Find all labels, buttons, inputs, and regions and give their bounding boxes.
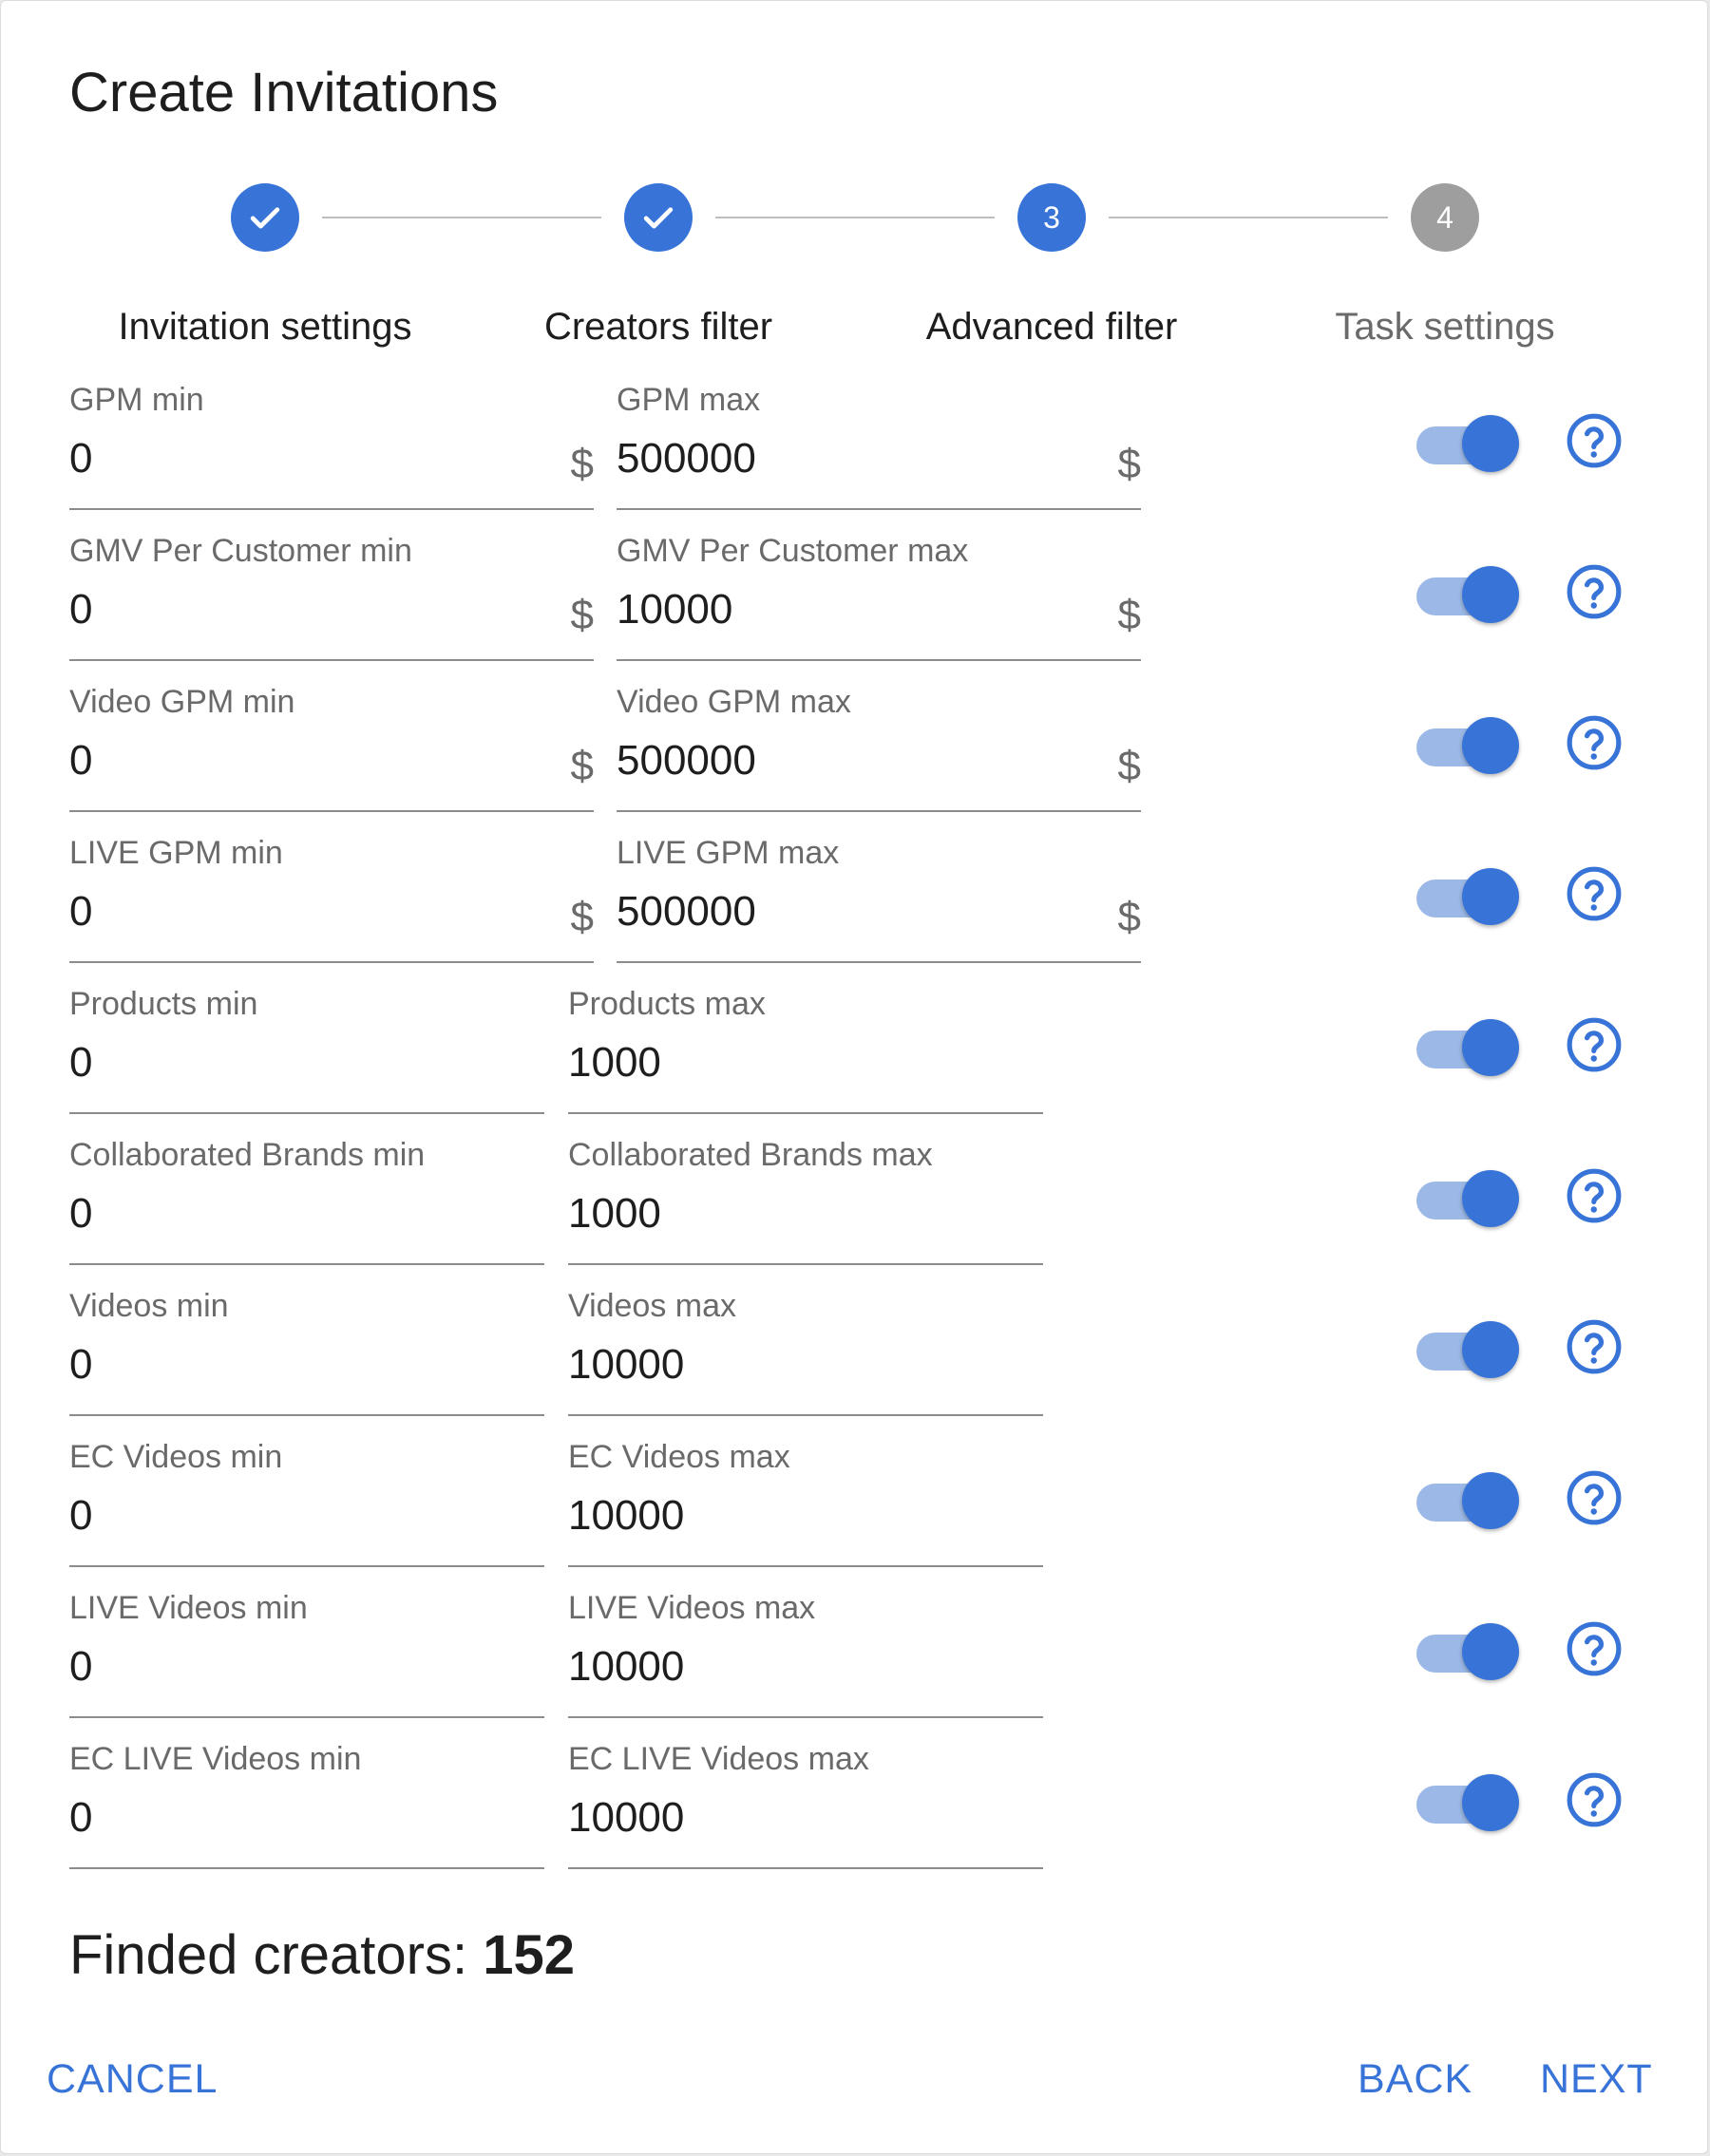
currency-suffix: $ [1117, 743, 1141, 789]
filter-min-field [69, 532, 594, 674]
step-connector [322, 217, 601, 218]
filter-max-input[interactable] [568, 1334, 948, 1395]
filter-min-field [69, 683, 594, 825]
check-icon [244, 197, 286, 238]
field-underline [69, 961, 594, 963]
found-creators-summary [69, 1918, 575, 1994]
help-circle-icon[interactable] [1565, 411, 1624, 470]
check-icon [637, 197, 679, 238]
field-underline [69, 1414, 544, 1416]
step-2-label: Creators filter [543, 306, 773, 348]
filter-enable-toggle[interactable] [1413, 1315, 1519, 1376]
filter-min-label: Collaborated Brands min [69, 1137, 426, 1173]
filter-min-label: EC LIVE Videos min [69, 1741, 362, 1777]
filter-min-label: GPM min [69, 382, 204, 418]
filter-min-input[interactable] [69, 1183, 449, 1244]
step-1-label: Invitation settings [118, 306, 412, 348]
field-underline [69, 1716, 544, 1718]
field-underline [568, 1112, 1043, 1114]
toggle-thumb [1462, 717, 1519, 774]
filter-max-label: LIVE Videos max [568, 1590, 816, 1626]
field-underline [69, 659, 594, 661]
filter-min-field [69, 985, 544, 1127]
currency-suffix: $ [570, 592, 594, 638]
field-underline [568, 1565, 1043, 1567]
toggle-thumb [1462, 1019, 1519, 1076]
help-circle-icon[interactable] [1565, 1317, 1624, 1376]
filter-max-label: Collaborated Brands max [568, 1137, 933, 1173]
filter-max-input[interactable] [568, 1636, 948, 1697]
field-underline [69, 810, 594, 812]
toggle-thumb [1462, 1774, 1519, 1831]
filter-min-input[interactable] [69, 579, 489, 640]
filter-min-field [69, 1438, 544, 1580]
help-circle-icon[interactable] [1565, 1166, 1624, 1225]
filter-enable-toggle[interactable] [1413, 1466, 1519, 1527]
field-underline [69, 1263, 544, 1265]
field-underline [617, 961, 1141, 963]
filter-max-label: GPM max [617, 382, 761, 418]
filter-enable-toggle[interactable] [1413, 711, 1519, 772]
found-creators-count: 152 [483, 1924, 575, 1986]
field-underline [568, 1867, 1043, 1869]
filter-max-input[interactable] [617, 579, 1036, 640]
filter-min-input[interactable] [69, 1485, 449, 1546]
filter-max-field [568, 1438, 1043, 1580]
currency-suffix: $ [570, 743, 594, 789]
filter-max-input[interactable] [617, 881, 1036, 942]
field-underline [69, 508, 594, 510]
step-3-circle [1017, 183, 1086, 252]
help-circle-icon[interactable] [1565, 864, 1624, 923]
step-4-number: 4 [1436, 199, 1454, 235]
filter-max-label: Products max [568, 986, 766, 1022]
filter-max-label: Videos max [568, 1288, 737, 1324]
help-circle-icon[interactable] [1565, 562, 1624, 621]
step-4-circle [1411, 183, 1479, 252]
found-creators-label: Finded creators: [69, 1924, 468, 1986]
step-1-circle [231, 183, 299, 252]
filter-min-input[interactable] [69, 1032, 449, 1093]
filter-min-label: GMV Per Customer min [69, 533, 412, 569]
field-underline [617, 810, 1141, 812]
currency-suffix: $ [1117, 441, 1141, 487]
field-underline [568, 1716, 1043, 1718]
filter-max-input[interactable] [568, 1485, 948, 1546]
toggle-thumb [1462, 1321, 1519, 1378]
filter-min-label: Products min [69, 986, 258, 1022]
step-connector [715, 217, 995, 218]
filter-min-input[interactable] [69, 730, 489, 791]
filter-max-input[interactable] [617, 730, 1036, 791]
filter-min-label: Video GPM min [69, 684, 295, 720]
filter-enable-toggle[interactable] [1413, 409, 1519, 470]
field-underline [69, 1565, 544, 1567]
filter-min-label: EC Videos min [69, 1439, 283, 1475]
field-underline [617, 659, 1141, 661]
currency-suffix: $ [570, 894, 594, 940]
filter-max-label: GMV Per Customer max [617, 533, 969, 569]
filter-max-label: EC LIVE Videos max [568, 1741, 869, 1777]
help-circle-icon[interactable] [1565, 1770, 1624, 1829]
filter-max-input[interactable] [568, 1183, 948, 1244]
filter-min-field [69, 1589, 544, 1731]
step-3-number: 3 [1043, 199, 1060, 235]
help-circle-icon[interactable] [1565, 1619, 1624, 1678]
filter-min-field [69, 1287, 544, 1429]
step-connector [1109, 217, 1388, 218]
cancel-button[interactable]: CANCEL [47, 2051, 218, 2108]
filter-max-input[interactable] [568, 1032, 948, 1093]
currency-suffix: $ [1117, 592, 1141, 638]
filter-max-field [568, 985, 1043, 1127]
filter-enable-toggle[interactable] [1413, 1013, 1519, 1074]
filter-max-field [617, 532, 1141, 674]
filter-max-label: Video GPM max [617, 684, 851, 720]
filter-max-field [617, 381, 1141, 523]
dialog-title: Create Invitations [69, 62, 499, 123]
filter-min-field [69, 1740, 544, 1882]
toggle-thumb [1462, 566, 1519, 623]
filter-enable-toggle[interactable] [1413, 1164, 1519, 1225]
help-circle-icon[interactable] [1565, 1468, 1624, 1527]
filter-min-label: LIVE Videos min [69, 1590, 308, 1626]
step-4-label: Task settings [1335, 306, 1555, 348]
filter-max-label: LIVE GPM max [617, 835, 840, 871]
filter-max-field [568, 1136, 1043, 1278]
step-3-label: Advanced filter [925, 306, 1178, 348]
back-button[interactable]: BACK [1358, 2051, 1472, 2108]
filter-max-field [617, 834, 1141, 976]
filter-enable-toggle[interactable] [1413, 560, 1519, 621]
field-underline [568, 1414, 1043, 1416]
filter-max-input[interactable] [568, 1787, 948, 1848]
field-underline [69, 1112, 544, 1114]
currency-suffix: $ [1117, 894, 1141, 940]
field-underline [568, 1263, 1043, 1265]
filter-max-label: EC Videos max [568, 1439, 790, 1475]
next-button[interactable]: NEXT [1540, 2051, 1653, 2108]
toggle-thumb [1462, 1623, 1519, 1680]
filter-min-input[interactable] [69, 428, 489, 489]
filter-min-field [69, 381, 594, 523]
field-underline [617, 508, 1141, 510]
filter-enable-toggle[interactable] [1413, 1768, 1519, 1829]
filter-max-field [568, 1287, 1043, 1429]
filter-max-field [617, 683, 1141, 825]
toggle-thumb [1462, 1472, 1519, 1529]
filter-min-input[interactable] [69, 881, 489, 942]
filter-max-field [568, 1589, 1043, 1731]
filter-max-input[interactable] [617, 428, 1036, 489]
toggle-thumb [1462, 868, 1519, 925]
filter-max-field [568, 1740, 1043, 1882]
filter-min-label: LIVE GPM min [69, 835, 283, 871]
step-2-circle [624, 183, 693, 252]
toggle-thumb [1462, 1170, 1519, 1227]
filter-min-label: Videos min [69, 1288, 229, 1324]
currency-suffix: $ [570, 441, 594, 487]
filter-min-input[interactable] [69, 1636, 449, 1697]
filter-enable-toggle[interactable] [1413, 862, 1519, 923]
filter-min-input[interactable] [69, 1334, 449, 1395]
filter-min-field [69, 834, 594, 976]
toggle-thumb [1462, 415, 1519, 472]
help-circle-icon[interactable] [1565, 1015, 1624, 1074]
filter-min-input[interactable] [69, 1787, 449, 1848]
filter-enable-toggle[interactable] [1413, 1617, 1519, 1678]
help-circle-icon[interactable] [1565, 713, 1624, 772]
filter-min-field [69, 1136, 544, 1278]
field-underline [69, 1867, 544, 1869]
